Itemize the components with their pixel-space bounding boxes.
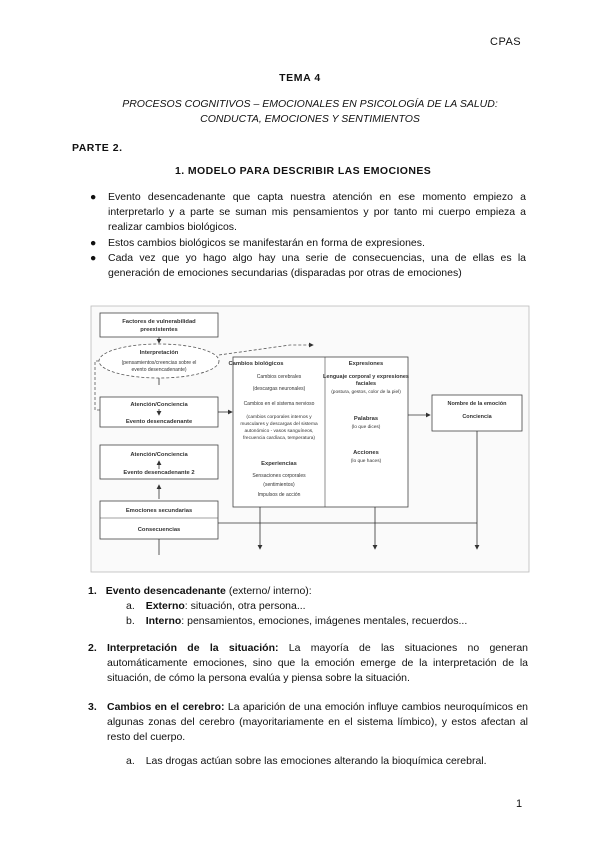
sub-letter: a. <box>126 755 135 767</box>
posture-text: (postura, gestos, color de la piel) <box>331 390 401 395</box>
trigger-event-label-1: Evento desencadenante <box>125 419 193 425</box>
words-title: Palabras <box>353 416 379 422</box>
subtitle-line-1: PROCESOS COGNITIVOS – EMOCIONALES EN PSICOLOGÍA DE LA SALUD: <box>122 98 498 110</box>
secondary-emotions-label: Emociones secundarias <box>125 508 193 514</box>
bullet-icon: ● <box>90 236 97 249</box>
emotion-name-label: Nombre de la emoción <box>447 401 507 407</box>
attention-label-2: Atención/Conciencia <box>130 452 188 458</box>
interpretation-body-2: evento desencadenante) <box>131 367 187 373</box>
actions-title: Acciones <box>353 450 379 456</box>
item-number: 3. <box>88 701 97 713</box>
sub-label: Externo <box>145 600 185 612</box>
bullet-text: Estos cambios biológicos se manifestarán en forma de expresiones. <box>108 236 425 249</box>
consequences-label: Consecuencias <box>137 527 181 533</box>
sub-label: Interno <box>145 615 182 627</box>
item-text: (externo/ interno): <box>225 585 312 597</box>
bullet-icon: ● <box>90 191 97 203</box>
vulnerability-label-1: Factores de vulnerabilidad <box>122 319 196 325</box>
intro-bullet-list <box>92 190 526 281</box>
part-heading: PARTE 2. <box>72 142 123 154</box>
list-item <box>92 190 526 236</box>
neural-discharges: (descargas neuronales) <box>252 386 306 392</box>
sub-text: : situación, otra persona... <box>184 600 306 612</box>
item-text: La mayoría de las situaciones no generan automáticamente emociones, sino que la emoción emerge de la interpretación de la situación, de cómo la persona evalúa y piensa sobre la situación. <box>107 642 528 685</box>
item-number: 2. <box>88 642 97 654</box>
actions-sub: (lo que haces) <box>350 459 382 464</box>
sub-item-b <box>126 614 467 629</box>
page-number: 1 <box>516 798 523 810</box>
sub-text: : pensamientos, emociones, imágenes mentales, recuerdos... <box>181 615 468 627</box>
bullet-text: Evento desencadenante que capta nuestra atención en ese momento empiezo a interpretarlo y a parte se suman mis pensamientos y por tanto mi cuerpo empieza a realizar cambios biológicos. <box>108 191 526 234</box>
experiences-line-3: Impulsos de acción <box>257 492 301 498</box>
experiences-line-1: Sensaciones corporales <box>252 473 306 479</box>
emotion-model-diagram <box>90 305 530 573</box>
changes-detail-2: musculares y descargas del sistema <box>240 422 318 427</box>
item-number: 1. <box>88 585 97 597</box>
subtitle-line-2: CONDUCTA, EMOCIONES Y SENTIMIENTOS <box>200 113 420 125</box>
sub-item-a <box>126 599 306 614</box>
vulnerability-label-2: preexistentes <box>140 327 178 333</box>
interpretation-title: Interpretación <box>139 350 179 356</box>
brain-changes: Cambios cerebrales <box>256 374 302 380</box>
changes-detail-4: frecuencia cardíaca, temperatura) <box>243 436 315 441</box>
list-item <box>92 251 526 281</box>
words-sub: (lo que dices) <box>351 425 381 430</box>
body-language-2: faciales <box>355 381 377 387</box>
vulnerability-box <box>100 313 218 337</box>
experiences-title: Experiencias <box>261 461 297 467</box>
list-item <box>92 236 526 251</box>
experiences-line-2: (sentimientos) <box>263 482 295 488</box>
sub-item-3a <box>126 754 487 769</box>
body-language-1: Lenguaje corporal y expresiones <box>323 374 409 380</box>
item-text: La aparición de una emoción influye cambios neuroquímicos en algunas zonas del cerebro (mayoritariamente en el sistema límbico), y estos afectan al resto del cuerpo. <box>107 701 528 744</box>
expressions-title: Expresiones <box>348 361 384 367</box>
topic-title: TEMA 4 <box>279 72 321 84</box>
bullet-icon: ● <box>90 251 97 264</box>
changes-detail-3: autonómico - vasos sanguíneos, <box>244 429 314 434</box>
header-code: CPAS <box>490 36 522 48</box>
list-item-1 <box>88 584 528 599</box>
sub-letter: b. <box>126 615 135 627</box>
list-item-3 <box>88 700 528 746</box>
attention-label-1: Atención/Conciencia <box>130 402 188 408</box>
section-title: 1. MODELO PARA DESCRIBIR LAS EMOCIONES <box>175 165 432 177</box>
awareness-label: Conciencia <box>462 414 492 420</box>
item-label: Cambios en el cerebro: <box>107 701 225 713</box>
nervous-system-changes: Cambios en el sistema nervioso <box>243 401 315 407</box>
trigger-event-label-2: Evento desencadenante 2 <box>123 470 195 476</box>
sub-text: Las drogas actúan sobre las emociones alterando la bioquímica cerebral. <box>145 755 487 767</box>
consequences-box <box>100 501 218 539</box>
item-label: Interpretación de la situación: <box>107 642 279 654</box>
sub-letter: a. <box>126 600 135 612</box>
biological-changes-title: Cambios biológicos <box>228 361 284 367</box>
topic-subtitle <box>40 97 580 127</box>
changes-detail-1: (cambios corporales internos y <box>246 415 312 420</box>
item-label: Evento desencadenante <box>105 585 226 597</box>
list-item-2 <box>88 641 528 687</box>
bullet-text: Cada vez que yo hago algo hay una serie de consecuencias, una de ellas es la generación de emociones secundarias (disparadas por otras de emociones) <box>108 251 526 280</box>
interpretation-body-1: (pensamientos/creencias sobre el <box>121 360 197 366</box>
